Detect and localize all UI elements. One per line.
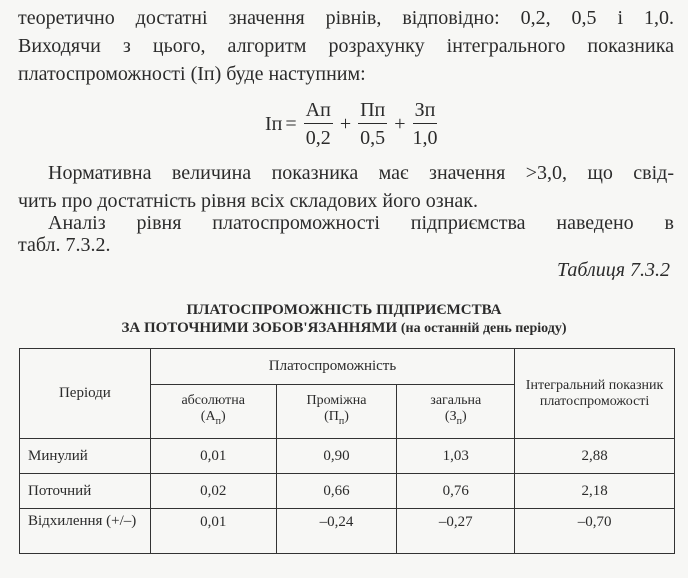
formula-fraction [358, 99, 387, 149]
header-absolute: абсолютна $(А_п)$ [150, 385, 276, 439]
fraction-denominator: 0,5 [360, 127, 386, 149]
header-intermediate-index: п [338, 415, 345, 427]
table-caption: Таблиця 7.3.2 [557, 259, 670, 281]
formula-plus: + [394, 112, 406, 135]
cell-period: Минулий [20, 439, 151, 474]
fraction-denominator: 1,0 [412, 127, 438, 149]
table-subtitle-note: (на останній день періоду) [400, 321, 567, 336]
header-general-symbol: З [449, 409, 457, 425]
formula-equals: = [285, 112, 297, 135]
header-intermediate-label: Проміжна [306, 393, 367, 409]
cell-general: –0,27 [397, 509, 515, 554]
header-intermediate-symbol: П [328, 409, 339, 425]
cell-period: Поточний [20, 474, 151, 509]
table-row [20, 439, 675, 474]
cell-absolute: 0,01 [150, 439, 276, 474]
header-absolute-label: абсолютна [181, 393, 245, 409]
table-header-row [20, 349, 675, 385]
cell-intermediate: 0,90 [276, 439, 397, 474]
paragraph-line: Нормативна величина показника має значення >3,0, що свід- [48, 162, 674, 184]
header-intermediate: Проміжна $(П_п)$ [276, 385, 397, 439]
integral-solvency-formula [265, 99, 442, 149]
header-integral: Інтегральний показник платоспроможості [515, 349, 675, 439]
header-absolute-index: п [215, 415, 221, 427]
solvency-table [19, 348, 675, 554]
fraction-numerator: Зп [413, 99, 438, 124]
cell-integral: 2,88 [515, 439, 675, 474]
cell-integral: 2,18 [515, 474, 675, 509]
cell-absolute: 0,02 [150, 474, 276, 509]
fraction-denominator: 0,2 [305, 127, 331, 149]
header-general-label: загальна [430, 393, 482, 409]
header-general: загальна $(З_п)$ [397, 385, 515, 439]
header-periods: Періоди [20, 349, 151, 439]
table-subtitle-main: ЗА ПОТОЧНИМИ ЗОБОВ'ЯЗАННЯМИ [121, 320, 398, 336]
table-subtitle [0, 319, 688, 338]
cell-integral: –0,70 [515, 509, 675, 554]
formula-lhs: Іп [265, 112, 283, 135]
paragraph-line: теоретично достатні значення рівнів, відповідно: 0,2, 0,5 і 1,0. [18, 7, 674, 29]
formula-plus: + [339, 112, 352, 135]
cell-absolute: 0,01 [150, 509, 276, 554]
table-row [20, 474, 675, 509]
paragraph-line: чить про достатність рівня всіх складових його ознак. [18, 190, 478, 212]
fraction-numerator: Ап [304, 99, 333, 124]
header-general-index: п [456, 415, 462, 427]
formula-fraction [413, 99, 438, 149]
cell-intermediate: 0,66 [276, 474, 397, 509]
formula-fraction [304, 99, 333, 149]
paragraph-line: платоспроможності (Іп) буде наступним: [18, 63, 366, 85]
table-row [20, 509, 675, 554]
cell-general: 0,76 [397, 474, 515, 509]
paragraph-line: Виходячи з цього, алгоритм розрахунку інтегрального показника [18, 35, 674, 57]
cell-intermediate: –0,24 [276, 509, 397, 554]
fraction-numerator: Пп [358, 99, 387, 124]
header-absolute-symbol: А [205, 409, 216, 425]
cell-general: 1,03 [397, 439, 515, 474]
cell-period: Відхилення (+/–) [20, 509, 151, 554]
header-solvency-group: Платоспроможність [150, 349, 514, 385]
paragraph-line: Аналіз рівня платоспроможності підприємства наведено в [48, 212, 674, 234]
paragraph-line: табл. 7.3.2. [18, 234, 111, 256]
table-title: ПЛАТОСПРОМОЖНІСТЬ ПІДПРИЄМСТВА [186, 302, 502, 318]
